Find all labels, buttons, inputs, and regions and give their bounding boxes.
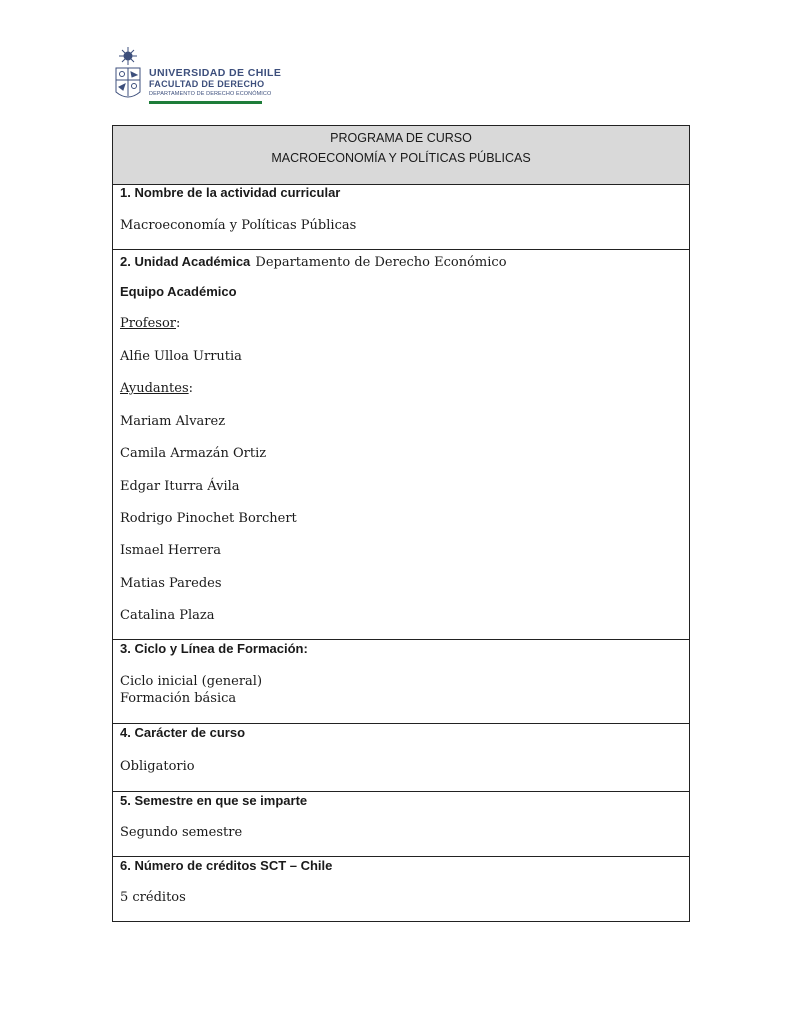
- assistant-item: Edgar Iturra Ávila: [120, 479, 240, 494]
- course-name: Macroeconomía y Políticas Públicas: [120, 218, 357, 233]
- assistant-item: Rodrigo Pinochet Borchert: [120, 511, 297, 526]
- credits: 5 créditos: [120, 890, 186, 905]
- assistant-item: Catalina Plaza: [120, 608, 215, 623]
- section-1-heading: 1. Nombre de la actividad curricular: [120, 185, 341, 200]
- university-emblem-icon: [113, 46, 143, 104]
- cycle: Ciclo inicial (general): [120, 674, 263, 689]
- table-title: [113, 126, 689, 185]
- logo-accent-bar: [149, 101, 262, 104]
- professor-label: Profesor: [120, 316, 177, 331]
- section-5: [113, 792, 689, 857]
- section-4: [113, 724, 689, 792]
- academic-unit: Departamento de Derecho Económico: [255, 255, 507, 270]
- section-3-heading: 3. Ciclo y Línea de Formación:: [120, 641, 308, 656]
- assistant-item: Camila Armazán Ortiz: [120, 446, 267, 461]
- professor-colon: :: [176, 316, 181, 331]
- assistant-item: Mariam Alvarez: [120, 414, 226, 429]
- section-4-heading: 4. Carácter de curso: [120, 725, 246, 740]
- faculty-name: FACULTAD DE DERECHO: [149, 79, 265, 89]
- assistant-item: Ismael Herrera: [120, 543, 221, 558]
- section-3: [113, 640, 689, 724]
- university-name: UNIVERSIDAD DE CHILE: [149, 67, 282, 79]
- training-line: Formación básica: [120, 691, 237, 706]
- university-logo: [113, 46, 282, 108]
- team-heading: Equipo Académico: [120, 284, 237, 299]
- assistants-label: Ayudantes: [120, 381, 189, 396]
- section-5-heading: 5. Semestre en que se imparte: [120, 793, 308, 808]
- title-line-2: MACROECONOMÍA Y POLÍTICAS PÚBLICAS: [271, 151, 531, 165]
- section-6-heading: 6. Número de créditos SCT – Chile: [120, 858, 333, 873]
- section-2-heading: 2. Unidad Académica: [120, 254, 251, 269]
- course-character: Obligatorio: [120, 759, 195, 774]
- professor-name: Alfie Ulloa Urrutia: [120, 349, 242, 364]
- semester: Segundo semestre: [120, 825, 243, 840]
- assistant-item: Matias Paredes: [120, 576, 222, 591]
- section-1: [113, 185, 689, 250]
- title-line-1: PROGRAMA DE CURSO: [330, 131, 472, 145]
- assistants-colon: :: [188, 381, 194, 396]
- department-name: DEPARTAMENTO DE DERECHO ECONÓMICO: [149, 91, 272, 97]
- course-program-table: [112, 125, 690, 922]
- section-6: [113, 857, 689, 921]
- section-2: [113, 250, 689, 640]
